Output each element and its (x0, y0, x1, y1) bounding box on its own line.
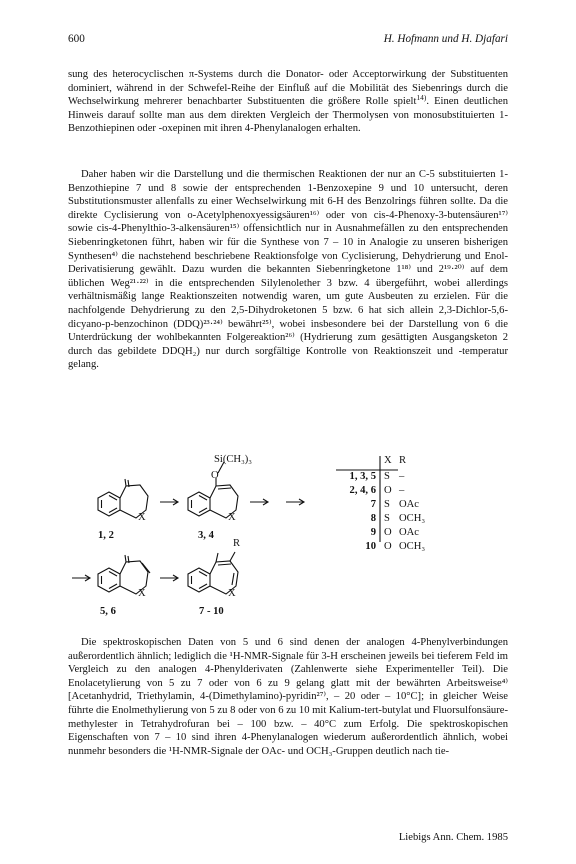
paragraph-1-text: sung des heterocyclischen π-Systems durch die Donator- oder Acceptorwirkung der Substituenten dominiert, während in der Schwefel-Reihe der Einfluß auf die Mobilität des Siebenrings durch die Wechselwirkung mehrerer benachbarter Substituenten die größere Rolle spielt (68, 69, 508, 108)
trimethylsilyl-group: Si(CH₃)₃ (214, 454, 252, 465)
reaction-scheme (68, 452, 508, 624)
atom-x-5-6: X (138, 588, 146, 599)
compound-label-3-4: 3, 4 (198, 530, 214, 541)
compound-number: 8 (370, 513, 376, 524)
substituent-r: OCH₃ (399, 541, 426, 552)
compound-number: 9 (370, 527, 376, 538)
journal-footer: Liebigs Ann. Chem. 1985 (398, 832, 508, 843)
page-number: 600 (68, 33, 85, 45)
heteroatom-x: O (384, 485, 392, 496)
compound-number: 10 (365, 541, 376, 552)
reference-14: 14) (416, 93, 427, 103)
atom-o-3-4: O (211, 470, 219, 481)
running-authors: H. Hofmann und H. Djafari (383, 33, 508, 45)
compound-number: 1, 3, 5 (349, 471, 376, 482)
atom-r-7-10: R (233, 538, 241, 549)
running-header (68, 33, 508, 47)
atom-x-7-10: X (228, 588, 236, 599)
paragraph-3-text: Die spektroskopischen Daten von 5 und 6 sind denen der analogen 4-Phenylverbindungen außerordentlich ähnlich; lediglich die ¹H-NMR-Signale für 3-H erscheinen jeweils bei tieferem Feld im Vergleich zu den analogen 4-Phenylderivaten (Zahlenwerte siehe Experimenteller Teil). Die Enolacetylierung von 5 zu 7 oder von 6 zu 9 gelang glatt mit der bewährten Arbeitsweise⁴⁾ [Acetanhydrid, Triethylamin, 4-(Dimethylamino)-pyridin²⁷⁾, – 20 oder – 10°C]; in gleicher Weise führte die Enolmethylierung von 5 zu 8 oder von 6 zu 10 mit Kalium-tert-butylat und Fluorsulfonsäure-methylester in Tetrahydrofuran bei – 100 bzw. – 40°C zum Erfolg. Die spektroskopischen Eigenschaften von 7 – 10 sind ihren 4-Phenylanalogen wiederum außerordentlich ähnlich, wobei nunmehr besonders die ¹H-NMR-Signale der OAc- und OCH₃-Gruppen deutlich nach tie- (68, 637, 508, 757)
atom-x-1-2: X (138, 512, 146, 523)
paragraph-1 (68, 68, 508, 136)
substituent-r: OAc (399, 527, 420, 538)
heteroatom-x: S (384, 471, 390, 482)
compound-label-7-10: 7 - 10 (199, 606, 224, 617)
substituent-r: – (399, 485, 405, 496)
heteroatom-x: S (384, 513, 390, 524)
table-header-x: X (384, 455, 392, 466)
table-header-r: R (399, 455, 407, 466)
compound-label-5-6: 5, 6 (100, 606, 116, 617)
heteroatom-x: S (384, 499, 390, 510)
substituent-r: OCH₃ (399, 513, 426, 524)
paragraph-1-text-rest: . Einen deutlichen Hinweis darauf sollte man aus dem direkten Vergleich der Thermolysen von monosubstituierten 1-Benzothiepinen oder -oxepinen mit ihren 4-Phenylanalogen erhalten. (68, 96, 509, 135)
substituent-r: – (399, 471, 405, 482)
scheme-drawing (68, 452, 508, 624)
compound-number: 7 (370, 499, 376, 510)
atom-x-3-4: X (228, 512, 236, 523)
paragraph-2 (68, 168, 508, 372)
compound-number: 2, 4, 6 (349, 485, 376, 496)
paragraph-2-text: Daher haben wir die Darstellung und die thermischen Reaktionen der nur an C-5 substituierten 1-Benzothiepine 7 und 8 sowie der entsprechenden 1-Benzoxepine 9 und 10 untersucht, deren Substitutionsmuster allenfalls zu einer Wechselwirkung mit 6-H des Benzolrings führen sollte. Da die direkte Cyclisierung von o-Acetylphenoxyessigsäuren¹⁶⁾ oder von cis-4-Phenoxy-3-butensäuren¹⁷⁾ sowie cis-4-Phenylthio-3-alkensäuren¹⁵⁾ offensichtlich nur in Ausnahmefällen zu den entsprechenden Siebenringketonen führt, haben wir für die Synthese von 7 – 10 in Analogie zu unseren bisherigen Synthesen⁴⁾ die nachstehend beschriebene Reaktionsfolge von Cyclisierung, Dehydrierung und Enol-Derivatisierung gewählt. Dazu wurden die bekannten Siebenringketone 1¹⁸⁾ und 2¹⁹·²⁰⁾ auf dem üblichen Weg²¹·²²⁾ in die entsprechenden Silylenolether 3 bzw. 4 übergeführt, wobei allerdings verhältnismäßig lange Reaktionszeiten notwendig waren, um gute Ausbeuten zu erzielen. Für die nachfolgende Dehydrierung zu den 2,5-Dihydroketonen 5 bzw. 6 hat sich allein 2,3-Dichlor-5,6-dicyano-p-benzochinon (DDQ)²³·²⁴⁾ bewährt²⁵⁾, wobei insbesondere bei der Darstellung von 6 die Unterdrückung der wohlbekannten Folgereaktion²⁶⁾ (Hydrierung zum gesättigten Ausgangsketon 2 durch das gebildete DDQH₂) nur durch sorgfältige Kontrolle von Reaktionszeit und -temperatur gelang. (68, 169, 508, 371)
compound-label-1-2: 1, 2 (98, 530, 114, 541)
heteroatom-x: O (384, 527, 392, 538)
substituent-r: OAc (399, 499, 420, 510)
heteroatom-x: O (384, 541, 392, 552)
paragraph-3 (68, 636, 508, 758)
